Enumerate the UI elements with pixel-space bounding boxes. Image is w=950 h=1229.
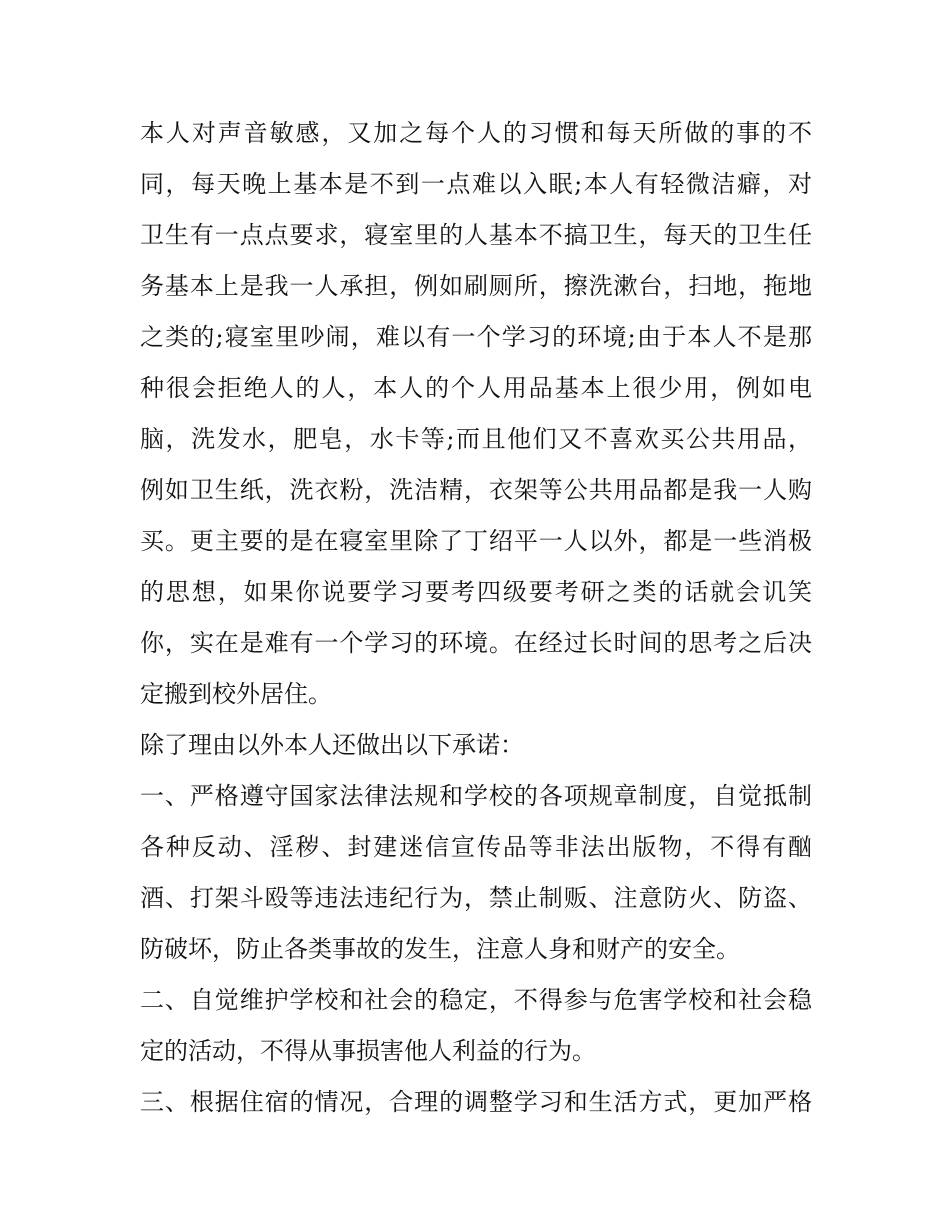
text-line: 种很会拒绝人的人，本人的个人用品基本上很少用，例如电 bbox=[140, 374, 812, 402]
text-line: 例如卫生纸，洗衣粉，洗洁精，衣架等公共用品都是我一人购 bbox=[140, 476, 812, 504]
text-line: 除了理由以外本人还做出以下承诺： bbox=[140, 731, 524, 759]
document-body bbox=[140, 108, 812, 1128]
text-line: 酒、打架斗殴等违法违纪行为，禁止制贩、注意防火、防盗、 bbox=[140, 884, 812, 912]
text-line: 之类的;寝室里吵闹，难以有一个学习的环境;由于本人不是那 bbox=[140, 323, 812, 351]
text-line: 买。更主要的是在寝室里除了丁绍平一人以外，都是一些消极 bbox=[140, 527, 812, 555]
text-line: 本人对声音敏感，又加之每个人的习惯和每天所做的事的不 bbox=[140, 119, 812, 147]
text-line: 卫生有一点点要求，寝室里的人基本不搞卫生，每天的卫生任 bbox=[140, 221, 812, 249]
text-line: 定搬到校外居住。 bbox=[140, 680, 332, 708]
text-line: 务基本上是我一人承担，例如刷厕所，擦洗漱台，扫地，拖地 bbox=[140, 272, 812, 300]
text-line: 定的活动，不得从事损害他人利益的行为。 bbox=[140, 1037, 596, 1065]
text-line: 脑，洗发水，肥皂，水卡等;而且他们又不喜欢买公共用品， bbox=[140, 425, 812, 453]
text-line: 的思想，如果你说要学习要考四级要考研之类的话就会讥笑 bbox=[140, 578, 812, 606]
text-line: 同，每天晚上基本是不到一点难以入眠;本人有轻微洁癖，对 bbox=[140, 170, 812, 198]
text-line: 各种反动、淫秽、封建迷信宣传品等非法出版物，不得有酗 bbox=[140, 833, 812, 861]
text-line: 一、严格遵守国家法律法规和学校的各项规章制度，自觉抵制 bbox=[140, 782, 812, 810]
text-line: 防破坏，防止各类事故的发生，注意人身和财产的安全。 bbox=[140, 935, 740, 963]
text-line: 三、根据住宿的情况，合理的调整学习和生活方式，更加严格 bbox=[140, 1088, 812, 1116]
text-line: 你，实在是难有一个学习的环境。在经过长时间的思考之后决 bbox=[140, 629, 812, 657]
text-line: 二、自觉维护学校和社会的稳定，不得参与危害学校和社会稳 bbox=[140, 986, 812, 1014]
